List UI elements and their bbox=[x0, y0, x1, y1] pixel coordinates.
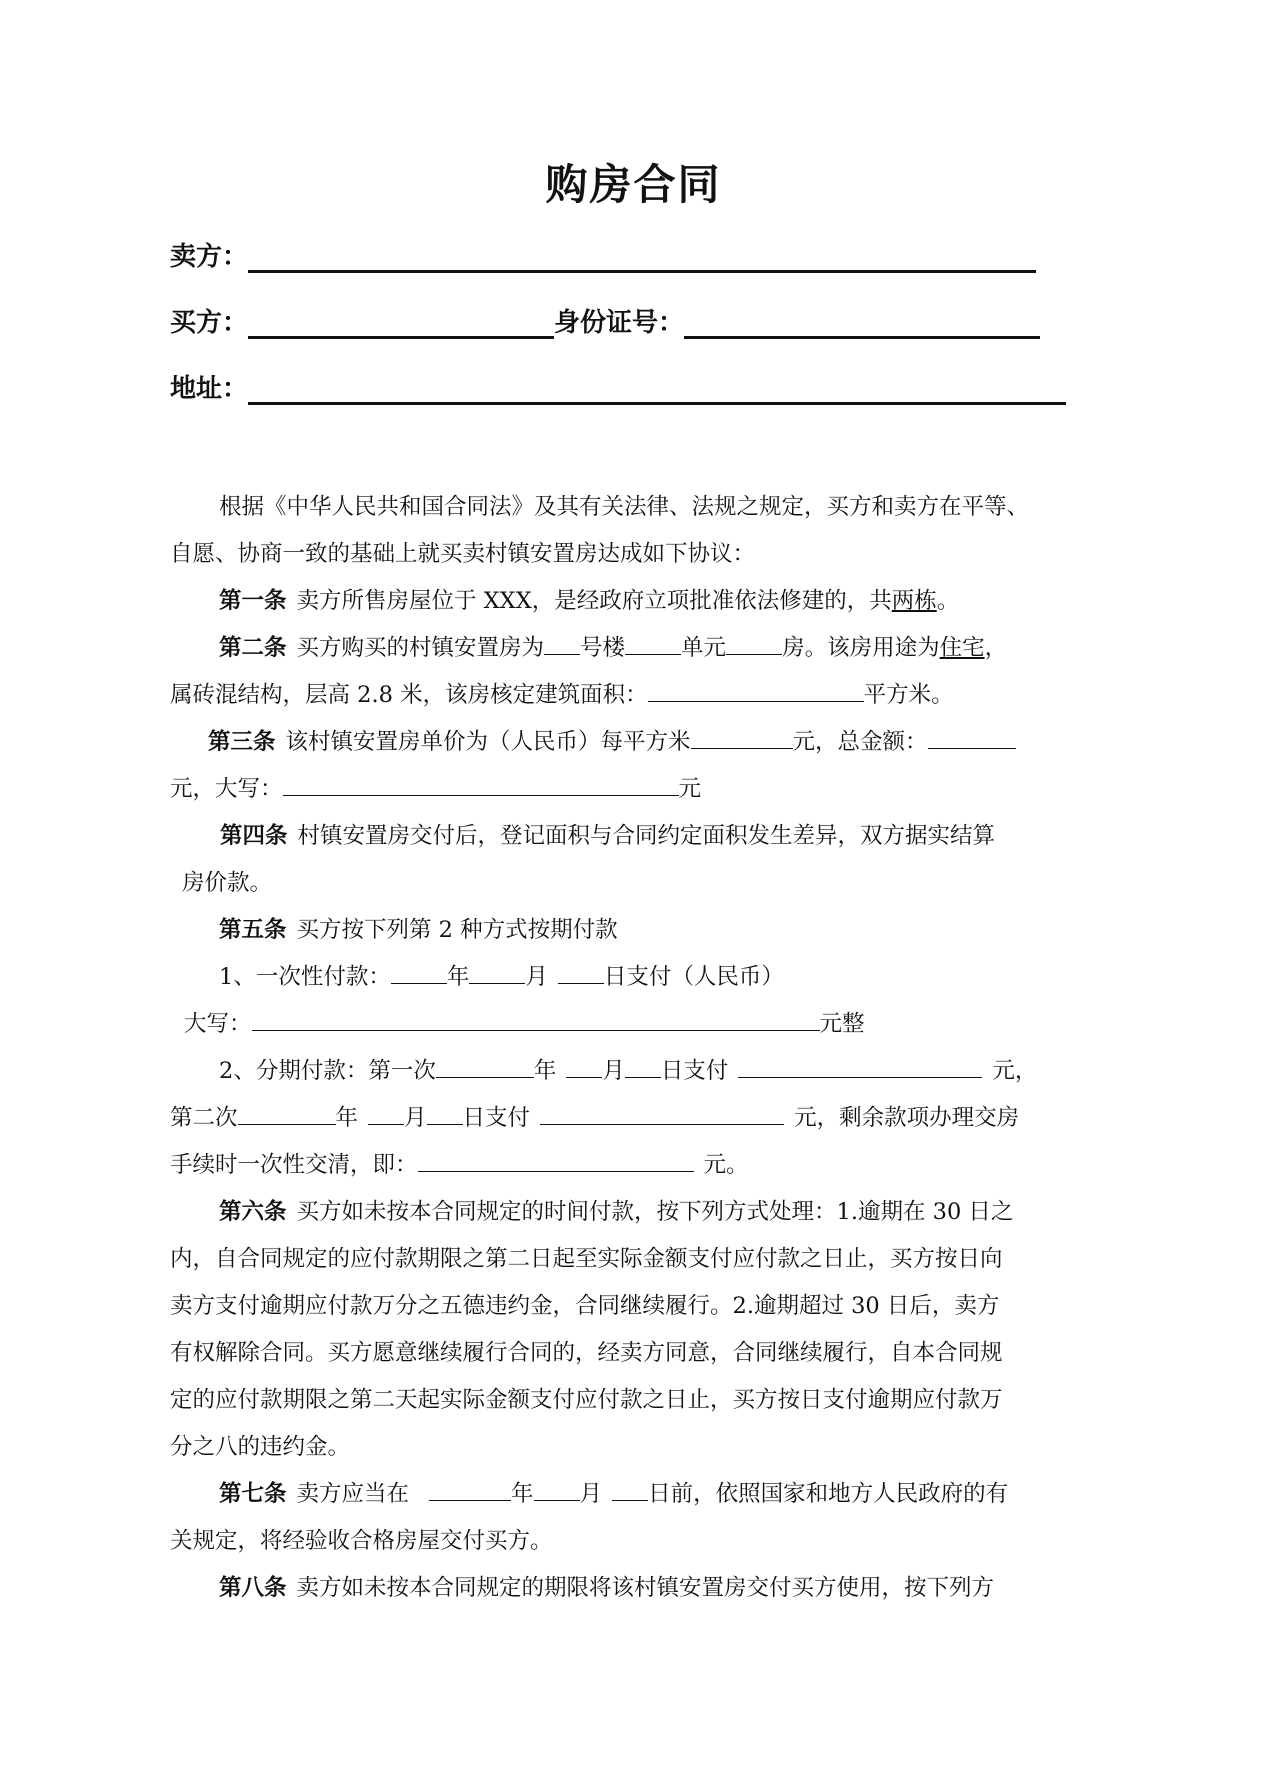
address-label: 地址： bbox=[170, 374, 249, 404]
first-month-field[interactable] bbox=[566, 1051, 602, 1078]
buyer-label: 买方： bbox=[170, 308, 249, 338]
article-1-buildings: 两栋 bbox=[891, 588, 937, 614]
option-2-remaining bbox=[170, 1142, 1100, 1189]
id-number-label: 身份证号： bbox=[554, 308, 685, 338]
article-4-head: 第四条 bbox=[220, 823, 288, 849]
amount-in-words-field[interactable] bbox=[283, 769, 679, 796]
article-7-rest: 日前，依照国家和地方人民政府的有 bbox=[648, 1481, 1009, 1507]
option-1-yuan: 元整 bbox=[819, 1011, 865, 1037]
remaining-amount-field[interactable] bbox=[418, 1145, 694, 1172]
article-2-unit: 单元 bbox=[681, 635, 727, 661]
article-7-text: 卖方应当在 bbox=[296, 1481, 410, 1507]
article-4-text: 村镇安置房交付后，登记面积与合同约定面积发生差异，双方据实结算 bbox=[297, 823, 996, 849]
article-4 bbox=[170, 813, 1100, 860]
option-1 bbox=[170, 954, 1100, 1001]
buyer-row bbox=[170, 302, 1040, 342]
article-2 bbox=[170, 625, 1100, 672]
article-1 bbox=[170, 578, 1100, 625]
option-1-day: 日支付（人民币） bbox=[603, 964, 784, 990]
seller-label: 卖方： bbox=[170, 242, 249, 272]
area-field[interactable] bbox=[648, 675, 864, 702]
article-7-head: 第七条 bbox=[219, 1481, 287, 1507]
article-5 bbox=[170, 907, 1100, 954]
article-4-line-2: 房价款。 bbox=[182, 870, 273, 896]
option-1-year-field[interactable] bbox=[391, 957, 447, 984]
second-day-field[interactable] bbox=[427, 1098, 463, 1125]
second-amount-field[interactable] bbox=[540, 1098, 784, 1125]
preamble-line-2: 自愿、协商一致的基础上就买卖村镇安置房达成如下协议： bbox=[170, 541, 756, 567]
first-amount-field[interactable] bbox=[738, 1051, 982, 1078]
first-day: 日支付 bbox=[660, 1058, 729, 1084]
article-3-total-label: 元，总金额： bbox=[792, 729, 928, 755]
second-year-field[interactable] bbox=[238, 1098, 336, 1125]
seller-row bbox=[170, 236, 1036, 276]
address-field[interactable] bbox=[248, 374, 1066, 405]
preamble-line-1: 根据《中华人民共和国合同法》及其有关法律、法规之规定，买方和卖方在平等、 bbox=[219, 494, 1030, 520]
remaining-label: 手续时一次性交清，即： bbox=[170, 1152, 418, 1178]
second-month: 月 bbox=[404, 1105, 427, 1131]
article-2-comma: ， bbox=[984, 635, 1008, 661]
option-1-month: 月 bbox=[525, 964, 548, 990]
article-3-yuan: 元 bbox=[678, 776, 702, 802]
article-3-line-2 bbox=[170, 766, 1100, 813]
article-6-line-3: 卖方支付逾期应付款万分之五德违约金，合同继续履行。2.逾期超过 30 日后，卖方 bbox=[170, 1293, 1000, 1319]
article-2-area-text: 属砖混结构，层高 2.8 米，该房核定建筑面积： bbox=[170, 682, 648, 708]
option-1-month-field[interactable] bbox=[469, 957, 525, 984]
article-2-text: 买方购买的村镇安置房为 bbox=[296, 635, 545, 661]
second-yuan: 元，剩余款项办理交房 bbox=[794, 1105, 1020, 1131]
first-year: 年 bbox=[533, 1058, 557, 1084]
article-6-line-4: 有权解除合同。买方愿意继续履行合同的，经卖方同意，合同继续履行，自本合同规 bbox=[170, 1340, 1003, 1366]
room-field[interactable] bbox=[726, 628, 782, 655]
second-year: 年 bbox=[335, 1105, 359, 1131]
first-day-field[interactable] bbox=[625, 1051, 661, 1078]
article-3-capital-label: 元，大写： bbox=[170, 776, 283, 802]
article-6-line-1: 买方如未按本合同规定的时间付款，按下列方式处理：1.逾期在 30 日之 bbox=[296, 1199, 1014, 1225]
article-6-head: 第六条 bbox=[219, 1199, 287, 1225]
article-7-year: 年 bbox=[511, 1481, 534, 1507]
article-6-line-6: 分之八的违约金。 bbox=[170, 1434, 351, 1460]
seller-field[interactable] bbox=[248, 242, 1036, 273]
article-2-residential: 住宅 bbox=[939, 635, 985, 661]
article-2-head: 第二条 bbox=[219, 635, 287, 661]
first-yuan: 元， bbox=[992, 1058, 1038, 1084]
article-1-text: 卖方所售房屋位于 XXX，是经政府立项批准依法修建的，共 bbox=[296, 588, 892, 614]
option-1-day-field[interactable] bbox=[558, 957, 604, 984]
article-8 bbox=[170, 1565, 1100, 1612]
delivery-month-field[interactable] bbox=[534, 1474, 580, 1501]
article-2-building: 号楼 bbox=[580, 635, 626, 661]
contract-body bbox=[170, 484, 1100, 1612]
article-1-head: 第一条 bbox=[219, 588, 287, 614]
building-number-field[interactable] bbox=[544, 628, 580, 655]
article-7 bbox=[170, 1471, 1100, 1518]
option-1-label: 1、一次性付款： bbox=[219, 964, 391, 990]
article-3-head: 第三条 bbox=[208, 729, 276, 755]
first-year-field[interactable] bbox=[436, 1051, 534, 1078]
option-2 bbox=[170, 1048, 1100, 1095]
article-2-line-2 bbox=[170, 672, 1100, 719]
unit-price-field[interactable] bbox=[691, 722, 793, 749]
article-1-end: 。 bbox=[936, 588, 960, 614]
option-1-words bbox=[170, 1001, 1100, 1048]
article-5-text: 买方按下列第 2 种方式按期付款 bbox=[296, 917, 618, 943]
delivery-day-field[interactable] bbox=[612, 1474, 648, 1501]
option-1-capital-label: 大写： bbox=[184, 1011, 252, 1037]
unit-field[interactable] bbox=[625, 628, 681, 655]
address-row bbox=[170, 368, 1066, 408]
option-2-label: 2、分期付款：第一次 bbox=[219, 1058, 436, 1084]
option-2-second bbox=[170, 1095, 1100, 1142]
article-8-head: 第八条 bbox=[219, 1575, 287, 1601]
remaining-yuan: 元。 bbox=[703, 1152, 749, 1178]
article-2-usage: 房。该房用途为 bbox=[782, 635, 940, 661]
second-label: 第二次 bbox=[170, 1105, 238, 1131]
article-2-area-unit: 平方米。 bbox=[863, 682, 954, 708]
article-7-line-2: 关规定，将经验收合格房屋交付买方。 bbox=[170, 1528, 553, 1554]
article-8-text: 卖方如未按本合同规定的期限将该村镇安置房交付买方使用，按下列方 bbox=[296, 1575, 995, 1601]
article-7-month: 月 bbox=[579, 1481, 603, 1507]
id-number-field[interactable] bbox=[684, 308, 1040, 339]
second-day: 日支付 bbox=[462, 1105, 531, 1131]
option-1-words-field[interactable] bbox=[252, 1004, 820, 1031]
buyer-field[interactable] bbox=[248, 308, 554, 339]
article-5-head: 第五条 bbox=[219, 917, 287, 943]
article-3-text: 该村镇安置房单价为（人民币）每平方米 bbox=[285, 729, 691, 755]
article-6-line-2: 内，自合同规定的应付款期限之第二日起至实际金额支付应付款之日止，买方按日向 bbox=[170, 1246, 1003, 1272]
total-amount-field[interactable] bbox=[928, 722, 1016, 749]
article-6-line-5: 定的应付款期限之第二天起实际金额支付应付款之日止，买方按日支付逾期应付款万 bbox=[170, 1387, 1003, 1413]
delivery-year-field[interactable] bbox=[429, 1474, 511, 1501]
option-1-year: 年 bbox=[446, 964, 470, 990]
article-6 bbox=[170, 1189, 1100, 1236]
second-month-field[interactable] bbox=[368, 1098, 404, 1125]
article-3 bbox=[170, 719, 1100, 766]
page-title: 购房合同 bbox=[545, 160, 722, 209]
first-month: 月 bbox=[602, 1058, 625, 1084]
